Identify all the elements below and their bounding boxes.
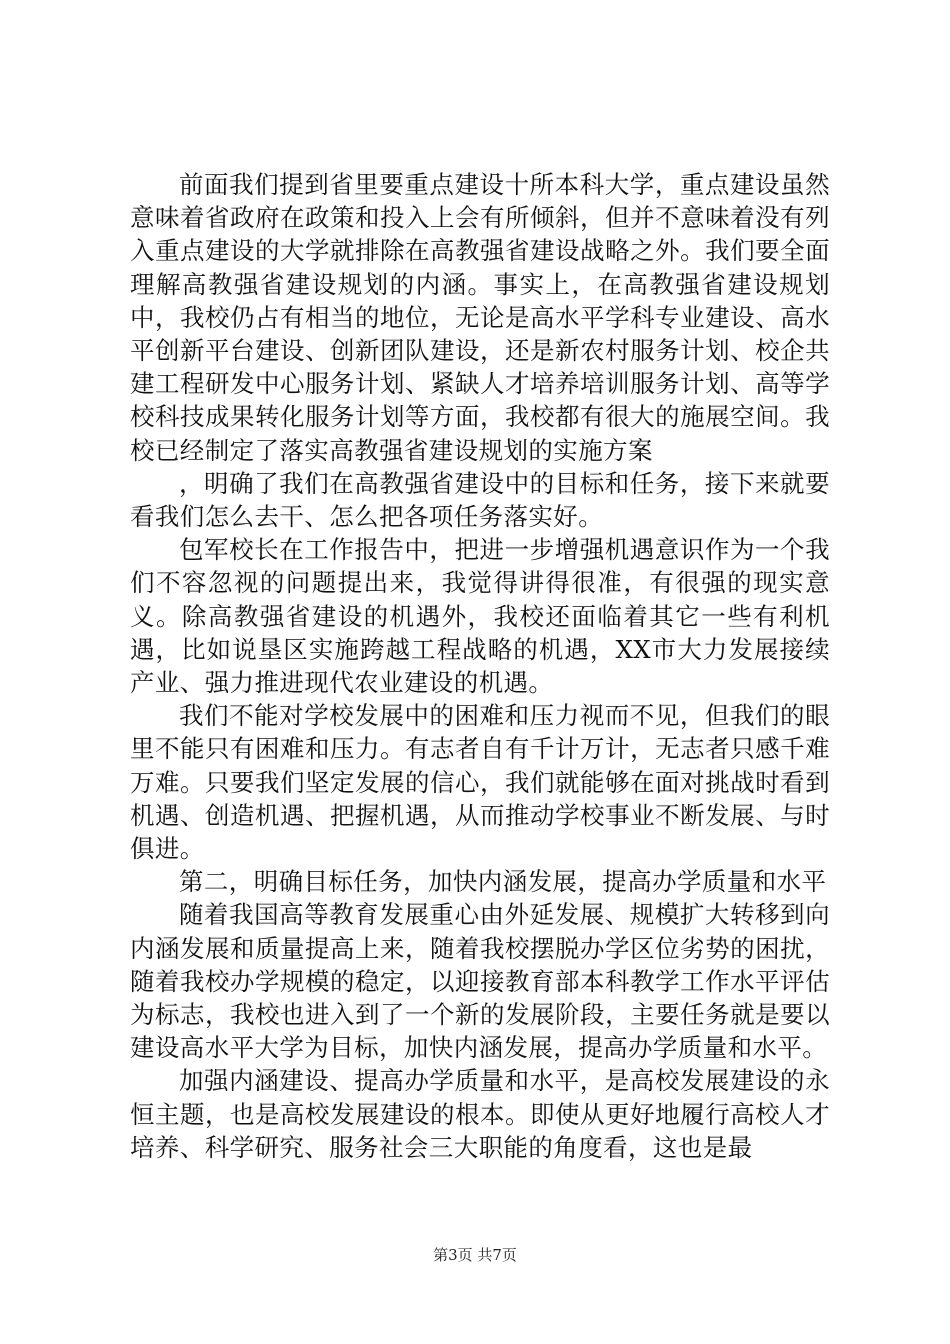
page-number-footer: 第3页 共7页 [433,1246,517,1264]
paragraph-3: 包军校长在工作报告中，把进一步增强机遇意识作为一个我们不容忽视的问题提出来，我觉得讲得很准，有很强的现实意义。除高教强省建设的机遇外，我校还面临着其它一些有利机遇，比如说垦区实施跨越工程战略的机遇，XX市大力发展接续产业、强力推进现代农业建设的机遇。 [130,535,830,698]
paragraph-6: 加强内涵建设、提高办学质量和水平，是高校发展建设的永恒主题，也是高校发展建设的根本。即使从更好地履行高校人才培养、科学研究、服务社会三大职能的角度看，这也是最 [130,1066,830,1162]
document-body [130,168,830,1164]
section-heading: 第二，明确目标任务，加快内涵发展，提高办学质量和水平 [179,867,827,897]
paragraph-5: 随着我国高等教育发展重心由外延发展、规模扩大转移到向内涵发展和质量提高上来，随着我校摆脱办学区位劣势的困扰，随着我校办学规模的稳定，以迎接教育部本科教学工作水平评估为标志，我校也进入到了一个新的发展阶段，主要任务就是要以建设高水平大学为目标，加快内涵发展，提高办学质量和水平。 [130,900,830,1063]
paragraph-2: ，明确了我们在高教强省建设中的目标和任务，接下来就要看我们怎么去干、怎么把各项任务落实好。 [130,468,830,532]
paragraph-4: 我们不能对学校发展中的困难和压力视而不见，但我们的眼里不能只有困难和压力。有志者自有千计万计，无志者只感千难万难。只要我们坚定发展的信心，我们就能够在面对挑战时看到机遇、创造机遇、把握机遇，从而推动学校事业不断发展、与时俱进。 [130,701,830,864]
paragraph-1: 前面我们提到省里要重点建设十所本科大学，重点建设虽然意味着省政府在政策和投入上会有所倾斜，但并不意味着没有列入重点建设的大学就排除在高教强省建设战略之外。我们要全面理解高教强省建设规划的内涵。事实上，在高教强省建设规划中，我校仍占有相当的地位，无论是高水平学科专业建设、高水平创新平台建设、创新团队建设，还是新农村服务计划、校企共建工程研发中心服务计划、紧缺人才培养培训服务计划、高等学校科技成果转化服务计划等方面，我校都有很大的施展空间。我校已经制定了落实高教强省建设规划的实施方案 [130,170,830,465]
